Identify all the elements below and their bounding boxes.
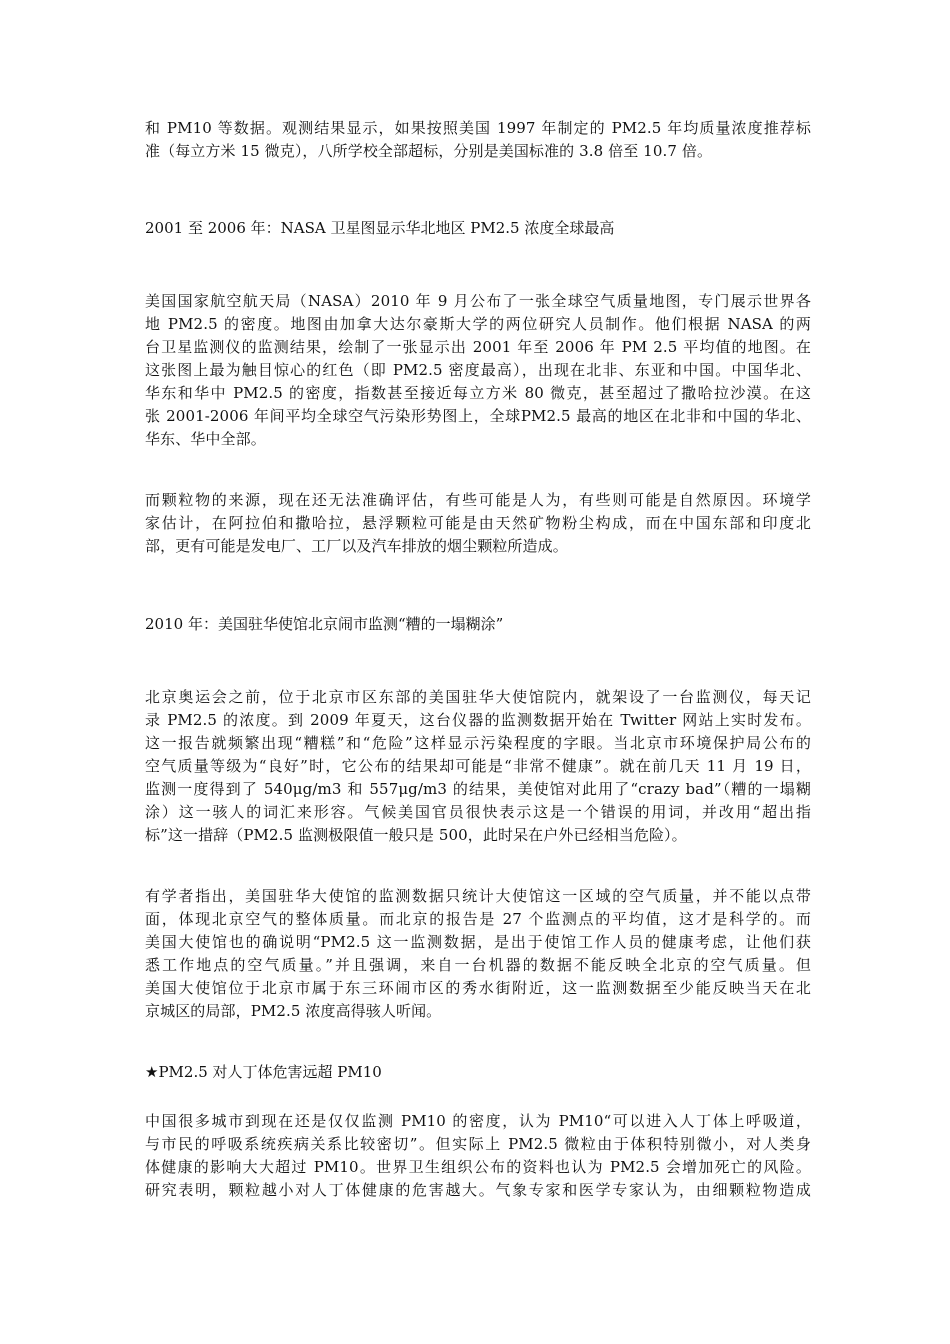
section-heading-health: ★PM2.5 对人丁体危害远超 PM10 bbox=[145, 1063, 382, 1081]
text-line: 这一报告就频繁出现“糟糕”和“危险”这样显示污染程度的字眼。当北京市环境保护局公布的 bbox=[145, 734, 811, 752]
paragraph-particle-sources bbox=[145, 489, 811, 558]
text-line: 悉工作地点的空气质量。”并且强调，来自一台机器的数据不能反映全北京的空气质量。但 bbox=[145, 956, 811, 974]
text-line: 涂）这一骇人的词汇来形容。气候美国官员很快表示这是一个错误的用词，并改用“超出指 bbox=[145, 803, 811, 821]
text-line: 京城区的局部，PM2.5 浓度高得骇人听闻。 bbox=[145, 1002, 442, 1020]
text-line: 而颗粒物的来源，现在还无法准确评估，有些可能是人为，有些则可能是自然原因。环境学 bbox=[145, 491, 811, 509]
text-line: 美国大使馆也的确说明“PM2.5 这一监测数据，是出于使馆工作人员的健康考虑，让他们获 bbox=[145, 933, 811, 951]
text-line: 张 2001-2006 年间平均全球空气污染形势图上，全球PM2.5 最高的地区在北非和中国的华北、 bbox=[145, 407, 811, 425]
paragraph-nasa-map bbox=[145, 290, 811, 451]
text-line: 中国很多城市到现在还是仅仅监测 PM10 的密度，认为 PM10“可以进入人丁体上呼吸道， bbox=[145, 1112, 811, 1130]
text-line: 美国国家航空航天局（NASA）2010 年 9 月公布了一张全球空气质量地图，专门展示世界各 bbox=[145, 292, 811, 310]
text-line: 美国大使馆位于北京市属于东三环闹市区的秀水街附近，这一监测数据至少能反映当天在北 bbox=[145, 979, 811, 997]
text-line: 体健康的影响大大超过 PM10。世界卫生组织公布的资料也认为 PM2.5 会增加死亡的风险。 bbox=[145, 1158, 811, 1176]
section-heading-nasa: 2001 至 2006 年：NASA 卫星图显示华北地区 PM2.5 浓度全球最高 bbox=[145, 219, 615, 237]
text-line: 有学者指出，美国驻华大使馆的监测数据只统计大使馆这一区域的空气质量，并不能以点带 bbox=[145, 887, 811, 905]
text-line: 录 PM2.5 的浓度。到 2009 年夏天，这台仪器的监测数据开始在 Twitter 网站上实时发布。 bbox=[145, 711, 811, 729]
text-line: 研究表明，颗粒越小对人丁体健康的危害越大。气象专家和医学专家认为，由细颗粒物造成 bbox=[145, 1181, 811, 1199]
text-line: 准（每立方米 15 微克），八所学校全部超标，分别是美国标准的 3.8 倍至 10.7 倍。 bbox=[145, 142, 713, 160]
text-line: 面，体现北京空气的整体质量。而北京的报告是 27 个监测点的平均值，这才是科学的。而 bbox=[145, 910, 811, 928]
text-line: 家估计，在阿拉伯和撒哈拉，悬浮颗粒可能是由天然矿物粉尘构成，而在中国东部和印度北 bbox=[145, 514, 811, 532]
text-line: 部，更有可能是发电厂、工厂以及汽车排放的烟尘颗粒所造成。 bbox=[145, 537, 568, 555]
text-line: 空气质量等级为“良好”时，它公布的结果却可能是“非常不健康”。就在前几天 11 月 19 日， bbox=[145, 757, 811, 775]
text-line: 标”这一措辞（PM2.5 监测极限值一般只是 500，此时呆在户外已经相当危险）。 bbox=[145, 826, 687, 844]
text-line: 地 PM2.5 的密度。地图由加拿大达尔豪斯大学的两位研究人员制作。他们根据 NASA 的两 bbox=[145, 315, 811, 333]
text-line: 这张图上最为触目惊心的红色（即 PM2.5 密度最高），出现在北非、东亚和中国。中国华北、 bbox=[145, 361, 811, 379]
text-line: 华东、华中全部。 bbox=[145, 430, 266, 448]
paragraph-pm10-schools bbox=[145, 117, 811, 163]
paragraph-health-impact bbox=[145, 1110, 811, 1202]
paragraph-embassy-monitor bbox=[145, 686, 811, 847]
text-line: 与市民的呼吸系统疾病关系比较密切”。但实际上 PM2.5 微粒由于体积特别微小，对人类身 bbox=[145, 1135, 811, 1153]
text-line: 北京奥运会之前，位于北京市区东部的美国驻华大使馆院内，就架设了一台监测仪，每天记 bbox=[145, 688, 811, 706]
text-line: 监测一度得到了 540μg/m3 和 557μg/m3 的结果，美使馆对此用了“crazy bad”（糟的一塌糊 bbox=[145, 780, 811, 798]
text-line: 和 PM10 等数据。观测结果显示，如果按照美国 1997 年制定的 PM2.5 年均质量浓度推荐标 bbox=[145, 119, 811, 137]
text-line: 台卫星监测仪的监测结果，绘制了一张显示出 2001 年至 2006 年 PM 2.5 平均值的地图。在 bbox=[145, 338, 811, 356]
text-line: 华东和华中 PM2.5 的密度，指数甚至接近每立方米 80 微克，甚至超过了撒哈拉沙漠。在这 bbox=[145, 384, 811, 402]
section-heading-embassy: 2010 年：美国驻华使馆北京闹市监测“糟的一塌糊涂” bbox=[145, 615, 504, 633]
paragraph-scholar-critique bbox=[145, 885, 811, 1023]
